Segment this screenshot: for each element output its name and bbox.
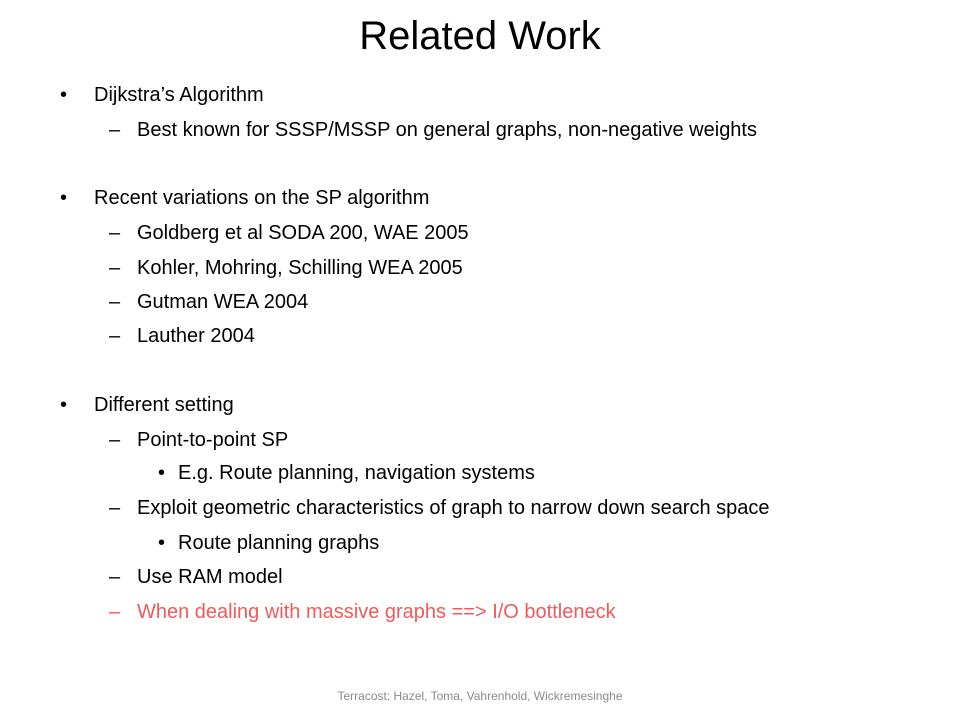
bullet-marker: •	[158, 532, 166, 554]
bullet-marker: •	[60, 187, 68, 209]
bullet-text: Dijkstra’s Algorithm	[94, 84, 264, 106]
sub-bullet-best-known	[109, 118, 757, 142]
dash-marker: –	[109, 325, 121, 347]
dash-marker: –	[109, 601, 121, 623]
dash-marker: –	[109, 119, 121, 141]
sub-bullet-goldberg	[109, 221, 469, 245]
sub-bullet-point-to-point	[109, 428, 289, 452]
bullet-text: Different setting	[94, 394, 234, 416]
sub-sub-bullet-route-planning-examples	[158, 461, 535, 485]
sub-bullet-text: Kohler, Mohring, Schilling WEA 2005	[137, 257, 463, 279]
sub-bullet-text: Point-to-point SP	[137, 429, 289, 451]
sub-bullet-text: When dealing with massive graphs ==> I/O bottleneck	[137, 601, 616, 623]
sub-bullet-io-bottleneck	[109, 600, 616, 624]
sub-bullet-text: Best known for SSSP/MSSP on general graphs, non-negative weights	[137, 119, 757, 141]
sub-bullet-lauther	[109, 324, 255, 348]
dash-marker: –	[109, 222, 121, 244]
sub-sub-bullet-text: E.g. Route planning, navigation systems	[178, 462, 535, 484]
bullet-marker: •	[158, 462, 166, 484]
dash-marker: –	[109, 566, 121, 588]
dash-marker: –	[109, 497, 121, 519]
sub-bullet-gutman	[109, 290, 309, 314]
sub-bullet-text: Gutman WEA 2004	[137, 291, 309, 313]
sub-sub-bullet-text: Route planning graphs	[178, 532, 380, 554]
bullet-different-setting	[60, 393, 234, 417]
dash-marker: –	[109, 429, 121, 451]
bullet-dijkstra	[60, 83, 264, 107]
sub-bullet-kohler	[109, 256, 463, 280]
slide-footer: Terracost: Hazel, Toma, Vahrenhold, Wickremesinghe	[337, 689, 623, 703]
sub-bullet-text: Exploit geometric characteristics of graph to narrow down search space	[137, 497, 770, 519]
sub-bullet-text: Use RAM model	[137, 566, 283, 588]
slide-title: Related Work	[359, 14, 601, 58]
sub-bullet-ram-model	[109, 565, 283, 589]
sub-bullet-text: Lauther 2004	[137, 325, 255, 347]
sub-bullet-text: Goldberg et al SODA 200, WAE 2005	[137, 222, 469, 244]
bullet-marker: •	[60, 394, 68, 416]
dash-marker: –	[109, 291, 121, 313]
sub-bullet-exploit-geometric	[109, 496, 770, 520]
sub-sub-bullet-route-planning-graphs	[158, 531, 380, 555]
bullet-text: Recent variations on the SP algorithm	[94, 187, 430, 209]
bullet-marker: •	[60, 84, 68, 106]
bullet-recent-variations	[60, 186, 430, 210]
dash-marker: –	[109, 257, 121, 279]
